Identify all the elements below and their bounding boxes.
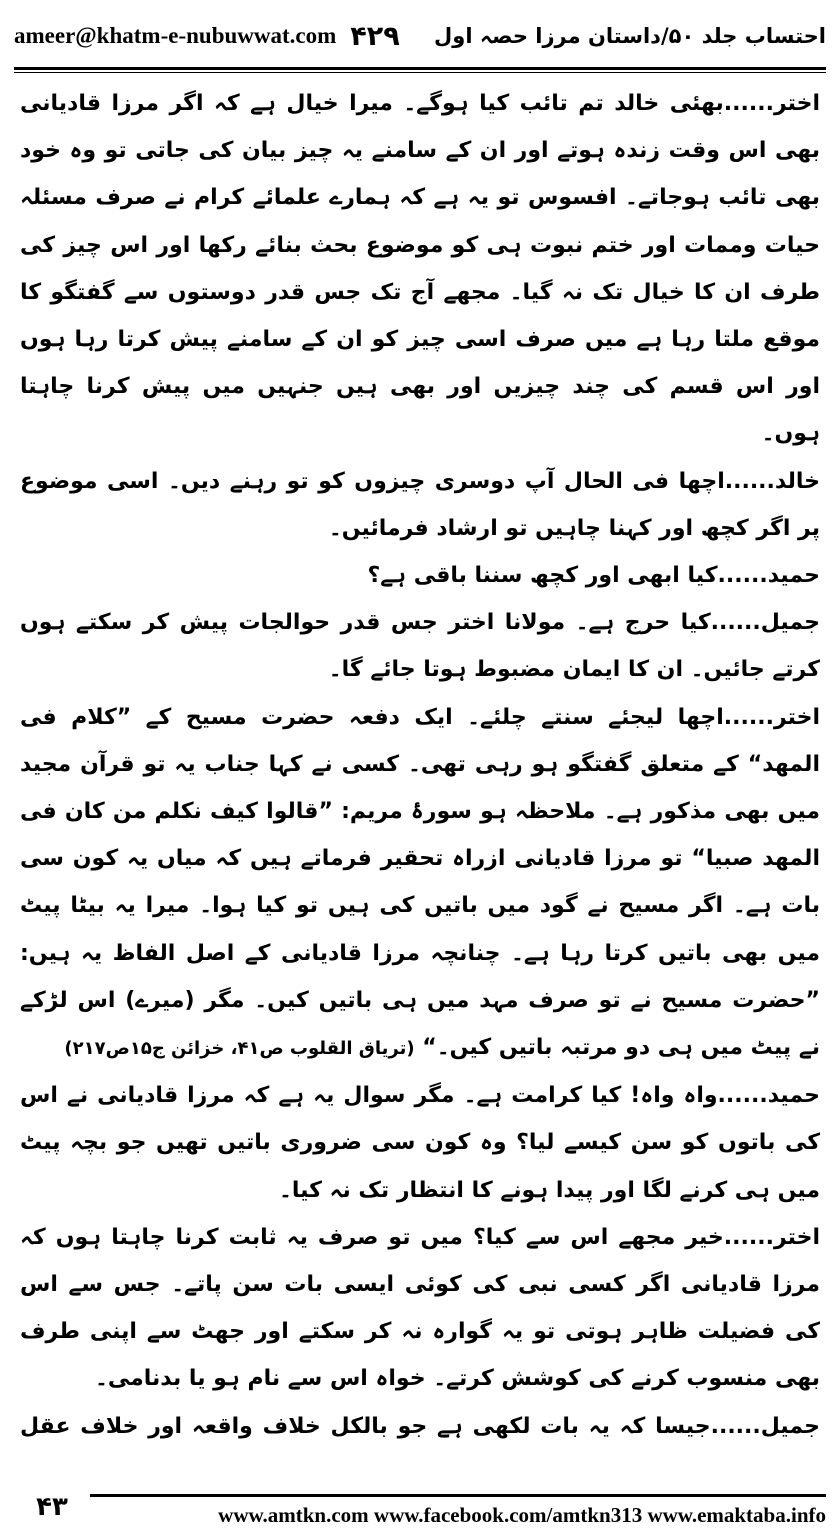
header-email: ameer@khatm-e-nubuwwat.com xyxy=(14,23,337,48)
paragraph-akhtar-1 xyxy=(20,80,820,458)
paragraph-jamil-1 xyxy=(20,599,820,693)
header-left xyxy=(14,21,400,52)
paragraph-hamid-1 xyxy=(20,552,820,599)
speaker-name: اختر xyxy=(773,704,820,730)
paragraph-text: ......کیا ابھی اور کچھ سننا باقی ہے؟ xyxy=(367,563,768,589)
citation-reference: (تریاق القلوب ص۴۱، خزائن ج۱۵ص۲۱۷) xyxy=(64,1038,415,1060)
paragraph-text: ......اچھا لیجئے سنتے چلئے۔ ایک دفعہ حضرت مسیح کے ”کلام فی المھد“ کے متعلق گفتگو ہو رہی تھی۔ کسی نے کہا جناب یہ تو قرآن مجید میں بھی مذکور ہے۔ ملاحظہ ہو سورۂ مریم: ”قالوا کیف نکلم من کان فی المھد صبیا“ تو مرزا قادیانی ازراہ تحقیر فرماتے ہیں کہ میاں یہ کون سی بات ہے۔ اگر مسیح نے گود میں باتیں کی ہیں تو کیا ہوا۔ میرا یہ بیٹا پیٹ میں بھی باتیں کرتا رہا ہے۔ چنانچہ مرزا قادیانی کے اصل الفاظ یہ ہیں: ”حضرت مسیح نے تو صرف مہد میں ہی باتیں کیں۔ مگر (میرے) اس لڑکے نے پیٹ میں ہی دو مرتبہ باتیں کیں۔“ xyxy=(20,704,820,1061)
page-footer xyxy=(14,1480,826,1528)
footer-page-number: ۴۳ xyxy=(36,1492,68,1522)
speaker-name: جمیل xyxy=(760,610,820,636)
paragraph-khalid-1 xyxy=(20,458,820,552)
paragraph-text: ......خیر مجھے اس سے کیا؟ میں تو صرف یہ ثابت کرنا چاہتا ہوں کہ مرزا قادیانی اگر کسی نبی کی کوئی ایسی بات سن پاتے۔ جس سے اس کی فضیلت ظاہر ہوتی تو یہ گوارہ نہ کر سکتے اور جھٹ سے اپنی طرف بھی منسوب کرنے کی کوشش کرتے۔ خواہ اس سے نام ہو یا بدنامی۔ xyxy=(20,1224,820,1392)
paragraph-jamil-2 xyxy=(20,1403,820,1455)
speaker-name: حمید xyxy=(767,1083,820,1109)
page-header xyxy=(14,6,826,66)
speaker-name: اختر xyxy=(773,91,820,116)
paragraph-text: ......کیا حرج ہے۔ مولانا اختر جس قدر حوالجات پیش کر سکتے ہوں کرتے جائیں۔ ان کا ایمان مضبوط ہوتا جائے گا۔ xyxy=(20,610,820,683)
header-rule-thin xyxy=(14,72,826,73)
paragraph-akhtar-2 xyxy=(20,694,820,1073)
speaker-name: حمید xyxy=(767,563,820,589)
header-page-number: ۴۲۹ xyxy=(350,20,400,52)
paragraph-hamid-2 xyxy=(20,1072,820,1214)
speaker-name: خالد xyxy=(774,468,820,494)
speaker-name: جمیل xyxy=(760,1413,820,1439)
footer-links: www.amtkn.com www.facebook.com/amtkn313 www.emaktaba.info xyxy=(90,1494,826,1528)
header-book-title: احتساب جلد ۵۰/داستان مرزا حصہ اول xyxy=(434,24,826,48)
speaker-name: اختر xyxy=(773,1224,820,1250)
paragraph-text: ......واہ واہ! کیا کرامت ہے۔ مگر سوال یہ ہے کہ مرزا قادیانی نے اس کی باتوں کو سن کیسے لیا؟ وہ کون سی ضروری باتیں تھیں جو بچہ پیٹ میں ہی کرنے لگا اور پیدا ہونے کا انتظار تک نہ کیا۔ xyxy=(20,1083,820,1203)
paragraph-text: ......جیسا کہ یہ بات لکھی ہے جو بالکل خلاف واقعہ اور خلاف عقل xyxy=(20,1413,761,1439)
paragraph-text: ......اچھا فی الحال آپ دوسری چیزوں کو تو رہنے دیں۔ اسی موضوع پر اگر کچھ اور کہنا چاہیں تو ارشاد فرمائیں۔ xyxy=(20,468,820,541)
paragraph-text: ......بھئی خالد تم تائب کیا ہوگے۔ میرا خیال ہے کہ اگر مرزا قادیانی بھی اس وقت زندہ ہوتے اور ان کے سامنے یہ چیز بیان کی جاتی تو وہ خود بھی تائب ہوجاتے۔ افسوس تو یہ ہے کہ ہمارے علمائے کرام نے صرف مسئلہ حیات وممات اور ختم نبوت ہی کو موضوع بحث بنائے رکھا اور اس چیز کی طرف ان کا خیال تک نہ گیا۔ مجھے آج تک جس قدر دوستوں سے گفتگو کا موقع ملتا رہا ہے میں صرف اسی چیز کو ان کے سامنے پیش کرتا رہا ہوں اور اس قسم کی چند چیزیں اور بھی ہیں جنہیں میں پیش کرنا چاہتا ہوں۔ xyxy=(20,91,820,447)
paragraph-akhtar-3 xyxy=(20,1214,820,1403)
page-body xyxy=(20,80,820,1455)
header-rule xyxy=(14,67,826,70)
